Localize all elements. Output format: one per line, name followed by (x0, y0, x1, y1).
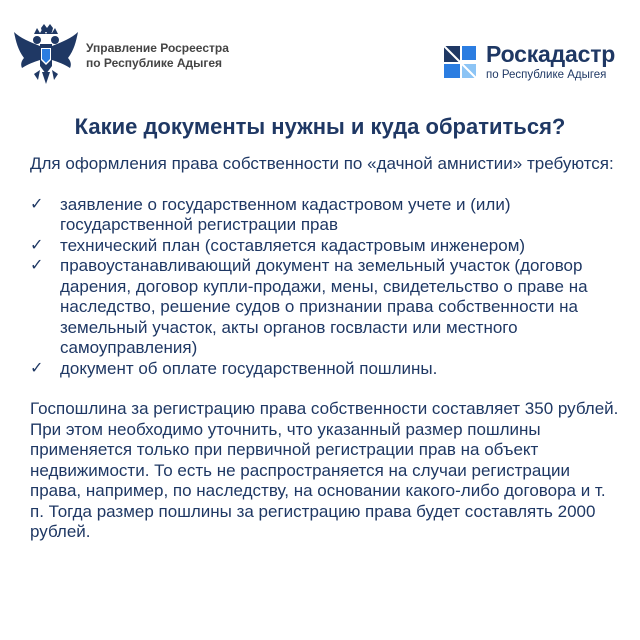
rosreestr-logo (12, 24, 229, 88)
page-title: Какие документы нужны и куда обратиться? (74, 114, 566, 139)
roskadastr-brand: Роскадастр (486, 41, 616, 67)
rosreestr-org-name (86, 41, 229, 71)
rosreestr-org-line2: по Республике Адыгея (86, 56, 223, 70)
document-item-text: заявление о государственном кадастровом учете и (или) государственной регистрации прав (60, 194, 511, 234)
roskadastr-sub: по Республике Адыгея (486, 69, 607, 81)
document-item-text: документ об оплате государственной пошлины. (60, 358, 438, 378)
rosreestr-org-line1: Управление Росреестра (86, 41, 229, 55)
check-icon: ✓ (30, 195, 44, 213)
check-icon: ✓ (30, 257, 44, 274)
main-content (30, 154, 620, 543)
roskadastr-logo-icon (440, 42, 480, 82)
check-icon: ✓ (30, 359, 44, 377)
document-item-text: правоустанавливающий документ на земельный участок (договор дарения, договор купли-продажи, мены, свидетельство о праве на наследство, решение судов о признании права собственности на земельный участок, акты органов госвласти или местного самоуправления) (60, 256, 588, 357)
document-item (30, 236, 620, 257)
document-item (30, 359, 620, 380)
header (0, 0, 640, 100)
eagle-emblem-icon (12, 24, 80, 88)
roskadastr-logo (440, 42, 615, 82)
document-item-text: технический план (составляется кадастровым инженером) (60, 235, 526, 255)
document-item (30, 195, 620, 236)
check-icon: ✓ (30, 236, 44, 254)
document-item (30, 256, 620, 359)
fee-paragraph: Госпошлина за регистрацию права собственности составляет 350 рублей. При этом необходимо уточнить, что указанный размер пошлины применяется только при первичной регистрации прав на объект недвижимости. То есть не распространяется на случаи регистрации права, например, по наследству, на основании какого-либо договора и т. п. Тогда размер пошлины за регистрацию права будет составлять 2000 рублей. (30, 399, 619, 541)
documents-list (30, 195, 620, 380)
intro-text: Для оформления права собственности по «дачной амнистии» требуются: (30, 154, 614, 173)
